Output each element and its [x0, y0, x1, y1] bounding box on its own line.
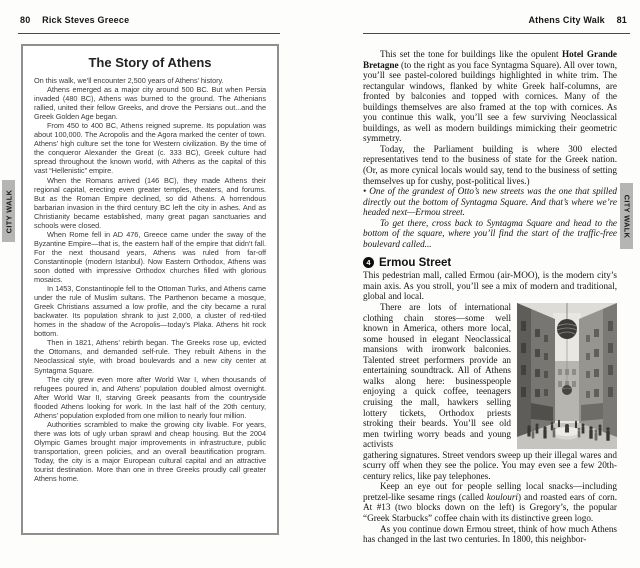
- sidebar-paragraph: From 450 to 400 BC, Athens reigned supreme. Its population was about 100,000. The Acropolis and the Agora marked the center of town. Athens’ high culture set the tone for Western civilization. By the time of the conqueror Alexander the Great (c. 333 BC), Greek culture had spread throughout the known world, with Athens as the capital of this vast “Hellenistic” empire.: [34, 121, 266, 176]
- paragraph-text: ) and roasted ears of corn. At #13 (two blocks down on the left) is Gregory’s, the popular “Greek Starbucks” coffee chain with its distinctive green logo.: [363, 491, 618, 523]
- sidebar-paragraph: When the Romans arrived (146 BC), they made Athens their regional capital, erecting even greater temples, theaters, and forums. But as the Roman Empire declined, so did Athens. A horrendous barbarian invasion in the third century BC left the city in ashes. And as Christianity became established, many great pagan sanctuaries and schools were closed.: [34, 175, 266, 230]
- city-walk-tab-left: [2, 180, 15, 242]
- sidebar-paragraph: Athens emerged as a major city around 500 BC. But when Persia invaded (480 BC), Athens was burned to the ground. The Athenians rallied, united their fellow Greeks, and drove the Persians out...and the Greek Golden Age began.: [34, 85, 266, 122]
- city-walk-tab-right-label: CITY WALK: [622, 194, 631, 238]
- sidebar-paragraph: On this walk, we’ll encounter 2,500 years of Athens’ history.: [34, 76, 224, 85]
- body-paragraph: [363, 49, 617, 144]
- paragraph-text: (to the right as you face Syntagma Square). All over town, you’ll see pastel-colored buildings highlighted in white trim. The rectangular windows, flanked by white Greek half-columns, are fronted by balconies and topped with cornices. Many of the buildings themselves are also framed at the top with cornices. As you continue this walk, you’ll see a few surviving Neoclassical buildings, as well as modern buildings mimicking their geometric symmetry.: [363, 59, 617, 144]
- body-paragraph: [363, 481, 617, 523]
- right-page-body: [363, 49, 617, 545]
- sidebar-paragraph: When Rome fell in AD 476, Greece came under the sway of the Byzantine Empire—that is, the eastern half of the empire that didn’t fall. For the next thousand years, Athens was ruled from far-off Constantinople (modern Istanbul). Now Eastern Orthodox, Athens was soon dotted with impressive Orthodox churches filled with glorious mosaics.: [34, 229, 266, 285]
- left-page-number: 80: [20, 15, 31, 25]
- sidebar-paragraph: In 1453, Constantinople fell to the Ottoman Turks, and Athens came under the rule of Muslim sultans. The Parthenon became a mosque, Greek Christians assumed a low profile, and the city became a rural backwater. Its population shrank to just 2,000, a cluster of red-tiled homes in the shadow of the Acropolis—today’s Plaka. Athens hit rock bottom.: [34, 284, 266, 339]
- right-page-number: 81: [616, 15, 627, 25]
- right-header-title: Athens City Walk: [528, 15, 605, 25]
- narrow-text-column: [363, 302, 511, 450]
- ermou-street-photo: [517, 303, 617, 449]
- stop-number-badge: 4: [363, 257, 374, 268]
- left-header-rule: [18, 33, 280, 34]
- city-walk-tab-left-label: CITY WALK: [4, 189, 13, 233]
- stop-heading-ermou-street: [363, 257, 617, 268]
- body-paragraph: As you continue down Ermou street, think of how much Athens has changed in the last two centuries. In 1800, this neighbor-: [363, 523, 617, 545]
- body-paragraph: This pedestrian mall, called Ermou (air-MOO), is the modern city’s main axis. As you stroll, you’ll see a mix of modern and traditional, global and local.: [363, 270, 617, 302]
- text-and-photo-row: [363, 302, 617, 450]
- body-paragraph: There are lots of international clothing chain stores—some well known in America, others more local, some housed in elegant Neoclassical mansions with ironwork balconies. Talented street performers provide an entertaining soundtrack. All of Athens walks along here: businesspeople enjoying a quick coffee, teenagers cruising the mall, hawkers selling lottery tickets, Orthodox priests stroking their beards. You’ll see old men twirling worry beads and young activists: [363, 302, 511, 450]
- right-running-head: [528, 15, 627, 25]
- sidebar-paragraph: Then in 1821, Athens’ rebirth began. The Greeks rose up, evicted the Ottomans, and demanded self-rule. They rebuilt Athens in the Neoclassical style, with broad boulevards and a new city center at Syntagma Square.: [34, 338, 266, 375]
- ermou-street-photo-graphic: [517, 303, 617, 449]
- left-running-head: [20, 15, 129, 25]
- left-header-title: Rick Steves Greece: [42, 15, 130, 25]
- sidebar-paragraph: The city grew even more after World War I, when thousands of refugees poured in, and Athens’ population doubled almost overnight. After World War II, starving Greek peasants from the countryside flooded Athens looking for work. In the last half of the 20th century, Athens’ population exploded from one million to nearly four million.: [34, 374, 266, 420]
- paragraph-text: Keep an eye out for people selling local snacks—including pretzel-like sesame rings (called: [363, 481, 617, 502]
- story-of-athens-sidebar: [21, 44, 279, 535]
- koulouri-italic: koulouri: [486, 491, 518, 502]
- body-paragraph: gathering signatures. Street vendors sweep up their illegal wares and scurry off when they see the police. You may even see a few 20th-century relics, like pay telephones.: [363, 449, 617, 481]
- sidebar-title: The Story of Athens: [88, 55, 212, 70]
- sidebar-paragraph: Authorities scrambled to make the growing city livable. For years, there was lots of ugly urban sprawl and cheap housing. But the 2004 Olympic Games brought major improvements in infrastructure, public transportation, green policies, and an overall beautification program. Today, the city is a major European cultural capital and an attractive tourist destination. More than one in three Greeks proudly call greater Athens home.: [34, 419, 266, 484]
- right-header-rule: [363, 33, 630, 34]
- bullet-italic-paragraph: • One of the grandest of Otto’s new streets was the one that spilled directly out the bottom of Syntagma Square. And that’s where we’re headed next—Ermou street.: [363, 186, 617, 218]
- directions-italic-paragraph: To get there, cross back to Syntagma Square and head to the bottom of the square, where you’ll find the start of the traffic-free boulevard called...: [363, 217, 617, 249]
- hotel-grande-bretagne-bold: Hotel Grande Bretagne: [363, 49, 617, 70]
- body-paragraph: Today, the Parliament building is where 300 elected representatives tend to the business of state for the Greek nation. (Or, as more cynical locals would say, tend to the business of setting themselves up for cushy, post-political lives.): [363, 143, 617, 186]
- city-walk-tab-right: [620, 183, 633, 249]
- stop-heading-label: Ermou Street: [379, 256, 452, 269]
- paragraph-text: This set the tone for buildings like the opulent: [380, 49, 563, 59]
